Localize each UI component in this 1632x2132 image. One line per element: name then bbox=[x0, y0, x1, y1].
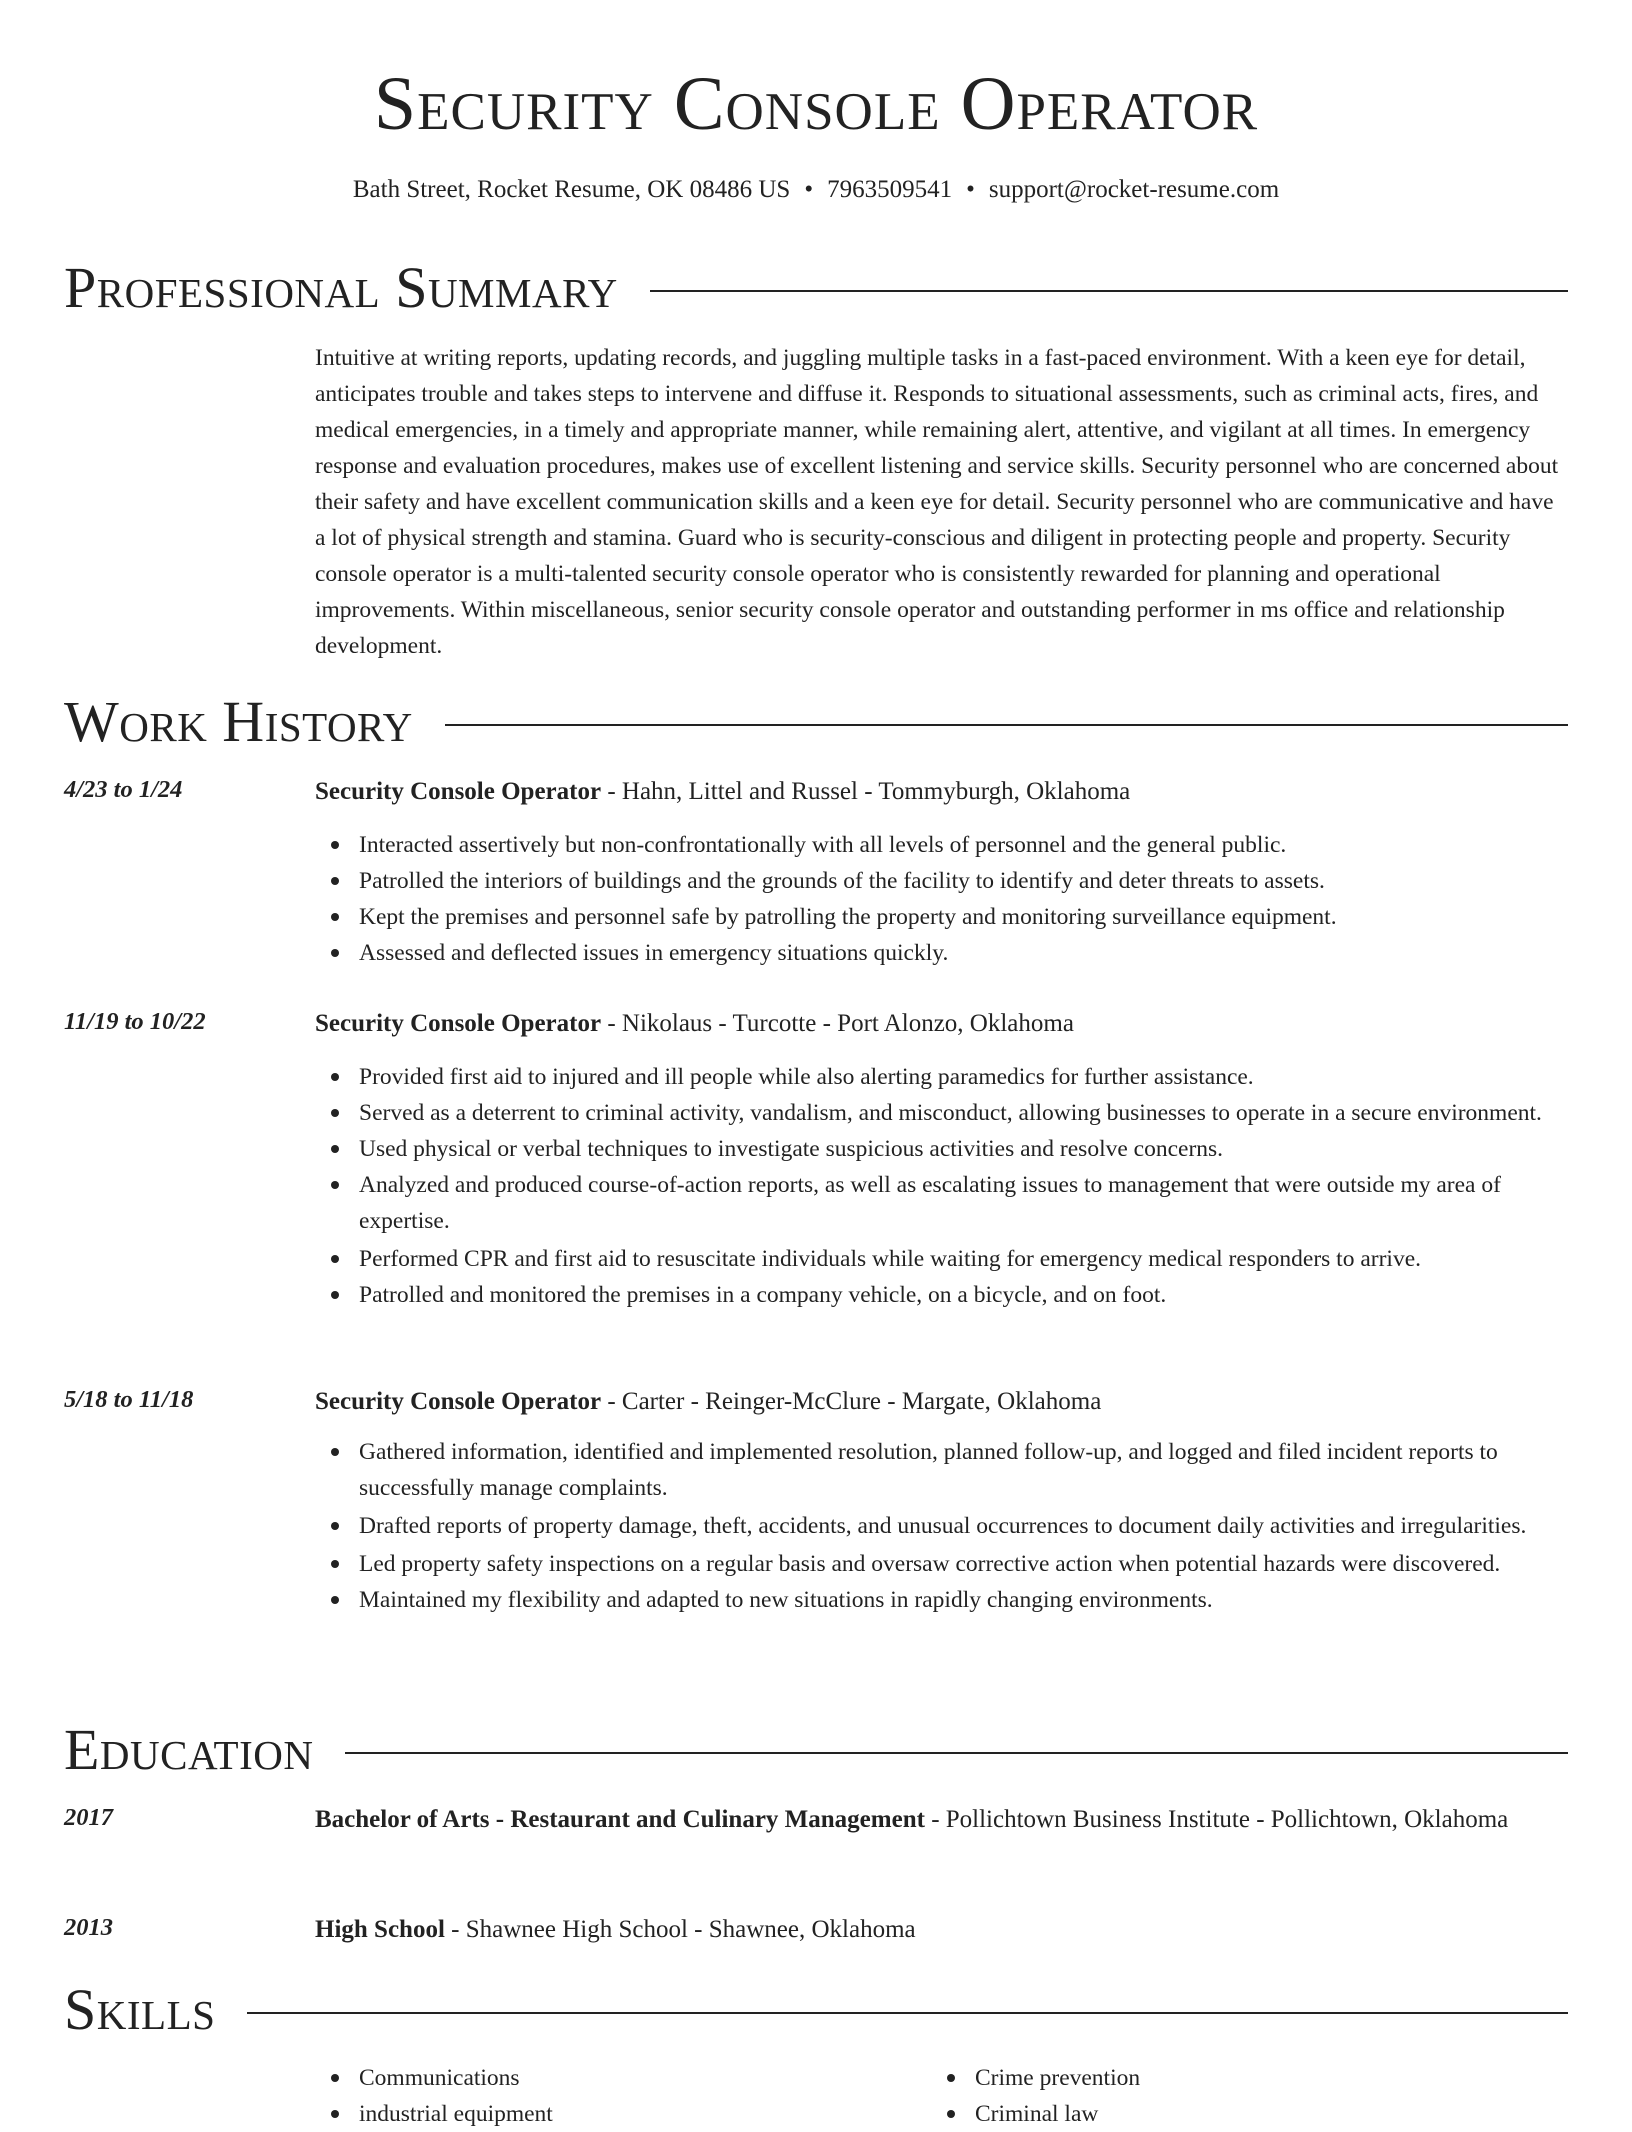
job-dates: 5/18 to 11/18 bbox=[64, 1386, 194, 1413]
job-bullet: Led property safety inspections on a regular basis and oversaw corrective action when potential hazards were discovered. bbox=[359, 1546, 1568, 1582]
job-bullet: Used physical or verbal techniques to investigate suspicious activities and resolve concerns. bbox=[359, 1131, 1568, 1167]
resume-name: Security Console Operator bbox=[373, 62, 1259, 146]
skill-item: Crime prevention bbox=[975, 2060, 1140, 2096]
skill-item: Communications bbox=[359, 2060, 553, 2096]
job-bullet: Maintained my flexibility and adapted to new situations in rapidly changing environments. bbox=[359, 1582, 1568, 1618]
job-dates: 11/19 to 10/22 bbox=[64, 1008, 206, 1035]
contact-email: support@rocket-resume.com bbox=[988, 176, 1280, 203]
contact-phone: 7963509541 bbox=[827, 176, 953, 203]
section-title-skills: Skills bbox=[64, 1977, 216, 2042]
job-title: Security Console Operator bbox=[315, 778, 602, 805]
skills-column bbox=[975, 2060, 1140, 2132]
section-divider bbox=[247, 2012, 1568, 2014]
job-heading bbox=[315, 1382, 1568, 1421]
job-bullet: Patrolled and monitored the premises in a company vehicle, on a bicycle, and on foot. bbox=[359, 1277, 1568, 1313]
skill-item: Criminal law bbox=[975, 2096, 1140, 2132]
job-title: Security Console Operator bbox=[315, 1010, 602, 1037]
education-details: - Shawnee High School - Shawnee, Oklahoma bbox=[444, 1916, 916, 1943]
education-year: 2013 bbox=[64, 1914, 113, 1941]
job-details: - Carter - Reinger-McClure - Margate, Oklahoma bbox=[601, 1388, 1102, 1415]
job-details: - Nikolaus - Turcotte - Port Alonzo, Oklahoma bbox=[601, 1010, 1074, 1037]
education-degree: Bachelor of Arts - Restaurant and Culinary Management bbox=[315, 1806, 925, 1833]
section-title-education: Education bbox=[64, 1717, 314, 1782]
job-bullet: Analyzed and produced course-of-action reports, as well as escalating issues to management that were outside my area of expertise. bbox=[359, 1167, 1568, 1239]
education-year: 2017 bbox=[64, 1804, 113, 1831]
contact-line bbox=[0, 174, 1632, 206]
job-bullet: Performed CPR and first aid to resuscitate individuals while waiting for emergency medical responders to arrive. bbox=[359, 1241, 1568, 1277]
job-bullet: Provided first aid to injured and ill people while also alerting paramedics for further assistance. bbox=[359, 1059, 1568, 1095]
job-bullet: Kept the premises and personnel safe by patrolling the property and monitoring surveillance equipment. bbox=[359, 899, 1568, 935]
education-heading bbox=[315, 1800, 1568, 1839]
job-bullets bbox=[359, 1434, 1568, 1618]
job-bullet: Served as a deterrent to criminal activity, vandalism, and misconduct, allowing businesses to operate in a secure environment. bbox=[359, 1095, 1568, 1131]
job-dates: 4/23 to 1/24 bbox=[64, 776, 183, 803]
job-bullet: Interacted assertively but non-confrontationally with all levels of personnel and the general public. bbox=[359, 827, 1568, 863]
contact-separator: • bbox=[804, 176, 814, 203]
section-title-work-history: Work History bbox=[64, 689, 413, 754]
job-heading bbox=[315, 772, 1568, 811]
contact-separator: • bbox=[966, 176, 975, 203]
section-header-work-history bbox=[64, 688, 1568, 756]
job-bullet: Assessed and deflected issues in emergency situations quickly. bbox=[359, 935, 1568, 971]
summary-text: Intuitive at writing reports, updating records, and juggling multiple tasks in a fast-paced environment. With a keen eye for detail, anticipates trouble and takes steps to intervene and diffuse it. Responds to situational assessments, such as criminal acts, fires, and medical emergencies, in a timely and appropriate manner, while remaining alert, attentive, and vigilant at all times. In emergency response and evaluation procedures, makes use of excellent listening and service skills. Security personnel who are concerned about their safety and have excellent communication skills and a keen eye for detail. Security personnel who are communicative and have a lot of physical strength and stamina. Guard who is security-conscious and diligent in protecting people and property. Security console operator is a multi-talented security console operator who is consistently rewarded for planning and operational improvements. Within miscellaneous, senior security console operator and outstanding performer in ms office and relationship development. bbox=[315, 345, 1559, 659]
job-heading bbox=[315, 1004, 1568, 1043]
skill-item: industrial equipment bbox=[359, 2096, 553, 2132]
job-bullets bbox=[359, 1059, 1568, 1313]
section-divider bbox=[445, 724, 1568, 726]
contact-address: Bath Street, Rocket Resume, OK 08486 US bbox=[352, 176, 791, 203]
job-bullet: Drafted reports of property damage, theft, accidents, and unusual occurrences to document daily activities and irregularities. bbox=[359, 1508, 1568, 1544]
job-details: - Hahn, Littel and Russel - Tommyburgh, Oklahoma bbox=[601, 778, 1131, 805]
job-title: Security Console Operator bbox=[315, 1388, 602, 1415]
section-header-summary bbox=[64, 254, 1568, 322]
education-heading bbox=[315, 1910, 1568, 1949]
job-bullets bbox=[359, 827, 1568, 971]
job-bullet: Patrolled the interiors of buildings and the grounds of the facility to identify and deter threats to assets. bbox=[359, 863, 1568, 899]
section-header-skills bbox=[64, 1976, 1568, 2044]
education-degree: High School bbox=[315, 1916, 445, 1943]
education-details: - Pollichtown Business Institute - Pollichtown, Oklahoma bbox=[924, 1806, 1509, 1833]
skills-column bbox=[359, 2060, 553, 2132]
section-header-education bbox=[64, 1716, 1568, 1784]
section-title-summary: Professional Summary bbox=[64, 255, 618, 320]
job-bullet: Gathered information, identified and implemented resolution, planned follow-up, and logged and filed incident reports to successfully manage complaints. bbox=[359, 1434, 1568, 1506]
section-divider bbox=[345, 1752, 1568, 1754]
section-divider bbox=[650, 290, 1568, 292]
